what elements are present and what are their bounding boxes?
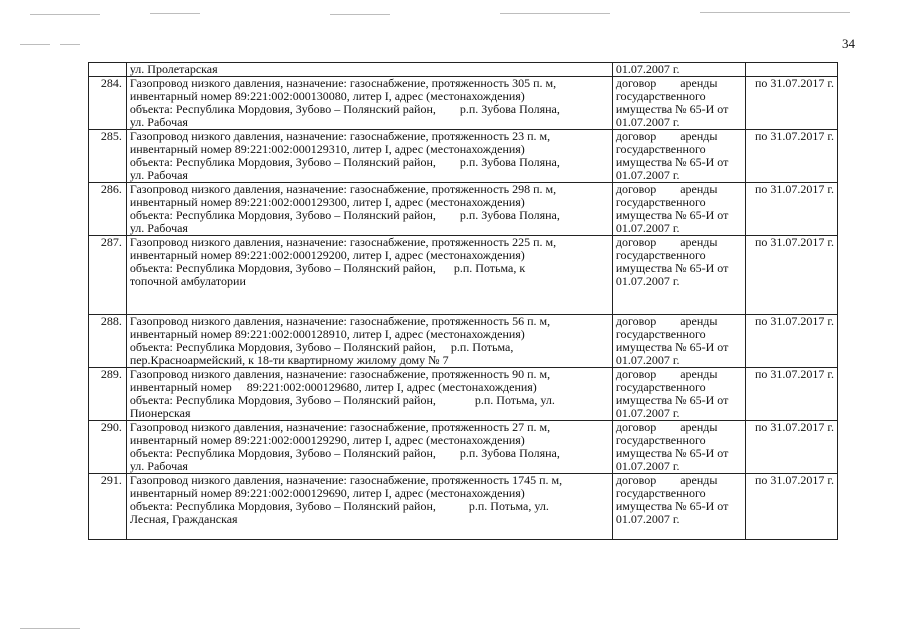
scan-artifact xyxy=(20,44,50,45)
text-line: государственного xyxy=(615,195,706,209)
row-number-cell: 289. xyxy=(89,368,127,421)
text-line: инвентарный номер 89:221:002:000129290, литер I, адрес (местонахождения) xyxy=(129,433,525,447)
table-row xyxy=(89,368,838,421)
row-number-cell: 285. xyxy=(89,130,127,183)
row-number-cell: 290. xyxy=(89,421,127,474)
text-line: объекта: Республика Мордовия, Зубово – Полянский район, р.п. Зубова Поляна, xyxy=(129,155,560,169)
text-line: Газопровод низкого давления, назначение: газоснабжение, протяженность 23 п. м, xyxy=(129,129,551,143)
scan-artifact xyxy=(20,628,80,629)
text-line: 01.07.2007 г. xyxy=(615,168,680,182)
text-line: договор аренды xyxy=(615,314,718,328)
text-line: договор аренды xyxy=(615,76,718,90)
text-line: объекта: Республика Мордовия, Зубово – Полянский район, р.п. Зубова Поляна, xyxy=(129,446,560,460)
text-line: 01.07.2007 г. xyxy=(615,62,680,76)
scan-artifact xyxy=(30,14,100,15)
text-line: Лесная, Гражданская xyxy=(129,512,238,526)
basis-cell xyxy=(612,63,745,77)
term-cell: по 31.07.2017 г. xyxy=(745,236,837,315)
text-line: ул. Рабочая xyxy=(129,221,188,235)
row-number-cell: 288. xyxy=(89,315,127,368)
description-cell xyxy=(126,236,612,315)
text-line: Газопровод низкого давления, назначение: газоснабжение, протяженность 305 п. м, xyxy=(129,76,557,90)
basis-cell xyxy=(612,236,745,315)
basis-cell xyxy=(612,77,745,130)
text-line: 01.07.2007 г. xyxy=(615,459,680,473)
text-line: Газопровод низкого давления, назначение: газоснабжение, протяженность 298 п. м, xyxy=(129,182,557,196)
text-line: ул. Рабочая xyxy=(129,459,188,473)
text-line: ул. Пролетарская xyxy=(129,62,218,76)
text-line: объекта: Республика Мордовия, Зубово – Полянский район, р.п. Потьма, ул. xyxy=(129,499,549,513)
table-row xyxy=(89,130,838,183)
text-line xyxy=(130,301,609,314)
row-number-cell: 287. xyxy=(89,236,127,315)
text-line: инвентарный номер 89:221:002:000129200, литер I, адрес (местонахождения) xyxy=(129,248,525,262)
text-line: 01.07.2007 г. xyxy=(615,512,680,526)
scan-artifact xyxy=(700,12,850,13)
text-line xyxy=(130,526,609,539)
description-cell xyxy=(126,130,612,183)
scan-artifact xyxy=(500,13,610,14)
term-cell: по 31.07.2017 г. xyxy=(745,130,837,183)
text-line: объекта: Республика Мордовия, Зубово – Полянский район, р.п. Потьма, к xyxy=(129,261,526,275)
text-line: имущества № 65-И от xyxy=(615,102,729,116)
table-row-continuation xyxy=(89,63,838,77)
text-line: договор аренды xyxy=(615,182,718,196)
text-line: договор аренды xyxy=(615,420,718,434)
text-line: ул. Рабочая xyxy=(129,115,188,129)
text-line: Газопровод низкого давления, назначение: газоснабжение, протяженность 225 п. м, xyxy=(129,235,557,249)
text-line: 01.07.2007 г. xyxy=(615,274,680,288)
text-line: договор аренды xyxy=(615,235,718,249)
text-line: государственного xyxy=(615,327,706,341)
term-cell: по 31.07.2017 г. xyxy=(745,421,837,474)
scan-artifact xyxy=(330,14,390,15)
text-line: инвентарный номер 89:221:002:000128910, литер I, адрес (местонахождения) xyxy=(129,327,525,341)
term-cell: по 31.07.2017 г. xyxy=(745,368,837,421)
term-cell xyxy=(745,63,837,77)
row-number-cell: 284. xyxy=(89,77,127,130)
description-cell xyxy=(126,315,612,368)
description-cell xyxy=(126,77,612,130)
text-line: имущества № 65-И от xyxy=(615,208,729,222)
text-line: Газопровод низкого давления, назначение: газоснабжение, протяженность 90 п. м, xyxy=(129,367,551,381)
description-cell xyxy=(126,368,612,421)
table-row xyxy=(89,421,838,474)
text-line: пер.Красноармейский, к 18-ти квартирному жилому дому № 7 xyxy=(129,353,449,367)
text-line: объекта: Республика Мордовия, Зубово – Полянский район, р.п. Потьма, xyxy=(129,340,514,354)
text-line: имущества № 65-И от xyxy=(615,393,729,407)
term-cell: по 31.07.2017 г. xyxy=(745,315,837,368)
description-cell xyxy=(126,183,612,236)
text-line xyxy=(130,288,609,301)
text-line: ул. Рабочая xyxy=(129,168,188,182)
text-line: 01.07.2007 г. xyxy=(615,221,680,235)
text-line: объекта: Республика Мордовия, Зубово – Полянский район, р.п. Потьма, ул. xyxy=(129,393,555,407)
row-number-cell: 291. xyxy=(89,474,127,540)
text-line: договор аренды xyxy=(615,129,718,143)
scan-artifact xyxy=(150,13,200,14)
text-line: инвентарный номер 89:221:002:000130080, литер I, адрес (местонахождения) xyxy=(129,89,525,103)
term-cell: по 31.07.2017 г. xyxy=(745,474,837,540)
text-line: договор аренды xyxy=(615,473,718,487)
basis-cell xyxy=(612,130,745,183)
term-cell: по 31.07.2017 г. xyxy=(745,183,837,236)
text-line: государственного xyxy=(615,433,706,447)
text-line: 01.07.2007 г. xyxy=(615,353,680,367)
text-line: государственного xyxy=(615,248,706,262)
registry-table xyxy=(88,62,838,540)
term-cell: по 31.07.2017 г. xyxy=(745,77,837,130)
text-line: 01.07.2007 г. xyxy=(615,115,680,129)
basis-cell xyxy=(612,421,745,474)
text-line: государственного xyxy=(615,142,706,156)
text-line: государственного xyxy=(615,89,706,103)
text-line: имущества № 65-И от xyxy=(615,446,729,460)
table-row xyxy=(89,183,838,236)
basis-cell xyxy=(612,368,745,421)
text-line: объекта: Республика Мордовия, Зубово – Полянский район, р.п. Зубова Поляна, xyxy=(129,208,560,222)
text-line: инвентарный номер 89:221:002:000129310, литер I, адрес (местонахождения) xyxy=(129,142,525,156)
text-line: Газопровод низкого давления, назначение: газоснабжение, протяженность 1745 п. м, xyxy=(129,473,563,487)
table-row xyxy=(89,236,838,315)
text-line: инвентарный номер 89:221:002:000129680, литер I, адрес (местонахождения) xyxy=(129,380,537,394)
text-line: инвентарный номер 89:221:002:000129690, литер I, адрес (местонахождения) xyxy=(129,486,525,500)
scan-artifact xyxy=(60,44,80,45)
description-cell xyxy=(126,474,612,540)
basis-cell xyxy=(612,315,745,368)
description-cell xyxy=(126,63,612,77)
text-line: имущества № 65-И от xyxy=(615,340,729,354)
text-line: имущества № 65-И от xyxy=(615,261,729,275)
text-line: имущества № 65-И от xyxy=(615,155,729,169)
basis-cell xyxy=(612,474,745,540)
text-line: Газопровод низкого давления, назначение: газоснабжение, протяженность 27 п. м, xyxy=(129,420,551,434)
text-line: инвентарный номер 89:221:002:000129300, литер I, адрес (местонахождения) xyxy=(129,195,525,209)
text-line: государственного xyxy=(615,486,706,500)
table-row xyxy=(89,77,838,130)
text-line: государственного xyxy=(615,380,706,394)
text-line: Газопровод низкого давления, назначение: газоснабжение, протяженность 56 п. м, xyxy=(129,314,551,328)
row-number-cell xyxy=(89,63,127,77)
basis-cell xyxy=(612,183,745,236)
text-line: Пионерская xyxy=(129,406,191,420)
registry-table-body xyxy=(89,63,838,540)
row-number-cell: 286. xyxy=(89,183,127,236)
text-line: имущества № 65-И от xyxy=(615,499,729,513)
text-line: топочной амбулатории xyxy=(129,274,246,288)
text-line: договор аренды xyxy=(615,367,718,381)
text-line: объекта: Республика Мордовия, Зубово – Полянский район, р.п. Зубова Поляна, xyxy=(129,102,560,116)
table-row xyxy=(89,474,838,540)
text-line: 01.07.2007 г. xyxy=(615,406,680,420)
page-number: 34 xyxy=(842,36,855,51)
description-cell xyxy=(126,421,612,474)
table-row xyxy=(89,315,838,368)
